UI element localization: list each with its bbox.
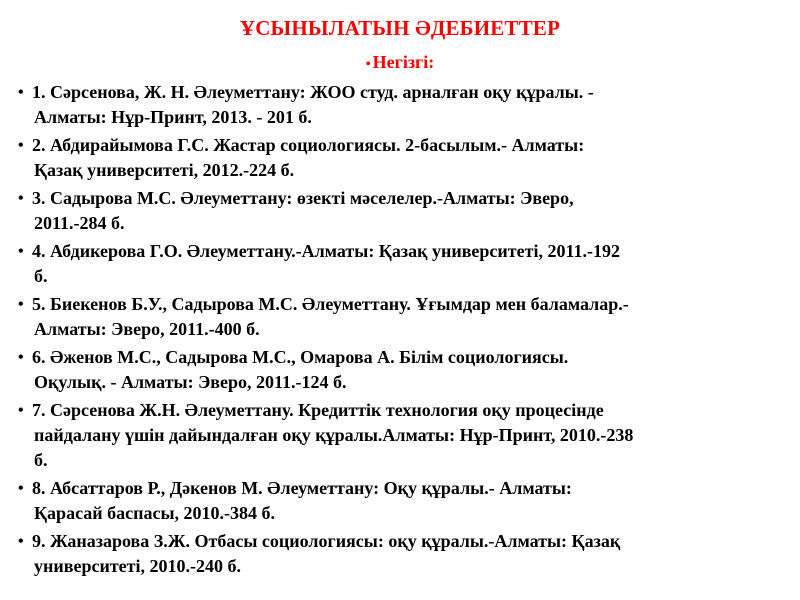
reference-line: 2011.-284 б. [34,213,125,233]
reference-line: б. [34,450,48,470]
reference-item [18,529,790,579]
reference-line: Оқулық. - Алматы: Эверо, 2011.-124 б. [34,372,347,392]
bullet-icon: • [18,480,24,497]
reference-line: 2. Абдирайымова Г.С. Жастар социологиясы. 2-басылым.- Алматы: [32,135,585,155]
bullet-icon: • [18,296,24,313]
reference-line: 4. Абдикерова Г.О. Әлеуметтану.-Алматы: Қазақ университеті, 2011.-192 [32,241,620,261]
bullet-icon: • [18,84,24,101]
reference-line: Қарасай баспасы, 2010.-384 б. [34,503,276,523]
reference-line: 3. Садырова М.С. Әлеуметтану: өзекті мәселелер.-Алматы: Эверо, [32,188,574,208]
reference-item [18,80,790,130]
reference-line: б. [34,266,48,286]
reference-line: 6. Әженов М.С., Садырова М.С., Омарова А. Білім социологиясы. [32,347,569,367]
reference-line: Қазақ университеті, 2012.-224 б. [34,160,295,180]
reference-item [18,186,790,236]
bullet-icon: • [18,137,24,154]
reference-item [18,398,790,473]
bullet-icon: • [18,190,24,207]
reference-line: 5. Биекенов Б.У., Садырова М.С. Әлеуметтану. Ұғымдар мен баламалар.- [32,294,629,314]
section-heading [0,52,800,73]
bullet-icon: • [18,349,24,366]
reference-line: 7. Сәрсенова Ж.Н. Әлеуметтану. Кредиттік технология оқу процесінде [32,400,604,420]
section-heading-label: Негізгі: [372,52,435,72]
reference-item [18,292,790,342]
reference-item [18,345,790,395]
reference-line: Алматы: Нұр-Принт, 2013. - 201 б. [34,107,312,127]
reference-line: Алматы: Эверо, 2011.-400 б. [34,319,260,339]
bullet-icon: • [18,243,24,260]
bullet-icon: • [18,533,24,550]
bullet-icon: • [365,57,371,72]
reference-line: 1. Сәрсенова, Ж. Н. Әлеуметтану: ЖОО студ. арналған оқу құралы. - [32,82,594,102]
bullet-icon: • [18,402,24,419]
reference-line: университеті, 2010.-240 б. [34,556,241,576]
reference-item [18,133,790,183]
reference-item [18,476,790,526]
reference-line: пайдалану үшін дайындалған оқу құралы.Алматы: Нұр-Принт, 2010.-238 [34,425,634,445]
reference-item [18,239,790,289]
reference-list [18,80,790,582]
reference-line: 9. Жаназарова З.Ж. Отбасы социологиясы: оқу құралы.-Алматы: Қазақ [32,531,621,551]
slide-title: ҰСЫНЫЛАТЫН ӘДЕБИЕТТЕР [239,16,561,40]
reference-line: 8. Абсаттаров Р., Дәкенов М. Әлеуметтану: Оқу құралы.- Алматы: [32,478,572,498]
